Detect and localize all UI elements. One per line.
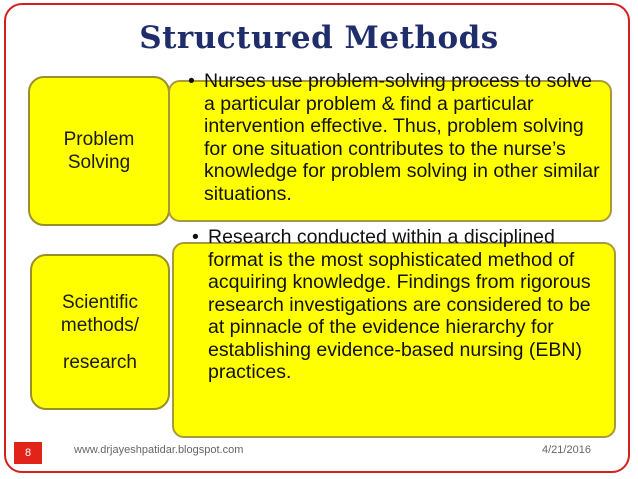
- problem-solving-label: [28, 76, 170, 226]
- label-line: Scientific: [61, 291, 139, 313]
- bullet-item: • Nurses use problem-solving process to solve a particular problem & find a particular intervention effective. Thus, problem solving for one situation contributes to the nurse’s knowledge for problem solving in other similar situations.: [188, 70, 608, 205]
- scientific-methods-bullets: [192, 226, 606, 384]
- scientific-methods-label: [30, 254, 170, 410]
- page-number-badge: 8: [14, 442, 42, 464]
- label-line: research: [63, 351, 137, 373]
- label-line: methods/: [60, 314, 140, 336]
- label-line: Solving: [67, 152, 131, 173]
- slide-title: Structured Methods: [139, 20, 499, 56]
- footer-url: www.drjayeshpatidar.blogspot.com: [74, 444, 244, 456]
- label-line: Problem: [63, 129, 135, 150]
- footer-date: 4/21/2016: [542, 444, 591, 456]
- bullet-item: • Research conducted within a disciplined format is the most sophisticated method of acquiring knowledge. Findings from rigorous research investigations are considered to be at pinnacle of the evidence hierarchy for establishing evidence-based nursing (EBN) practices.: [192, 226, 606, 384]
- problem-solving-bullets: [188, 70, 608, 205]
